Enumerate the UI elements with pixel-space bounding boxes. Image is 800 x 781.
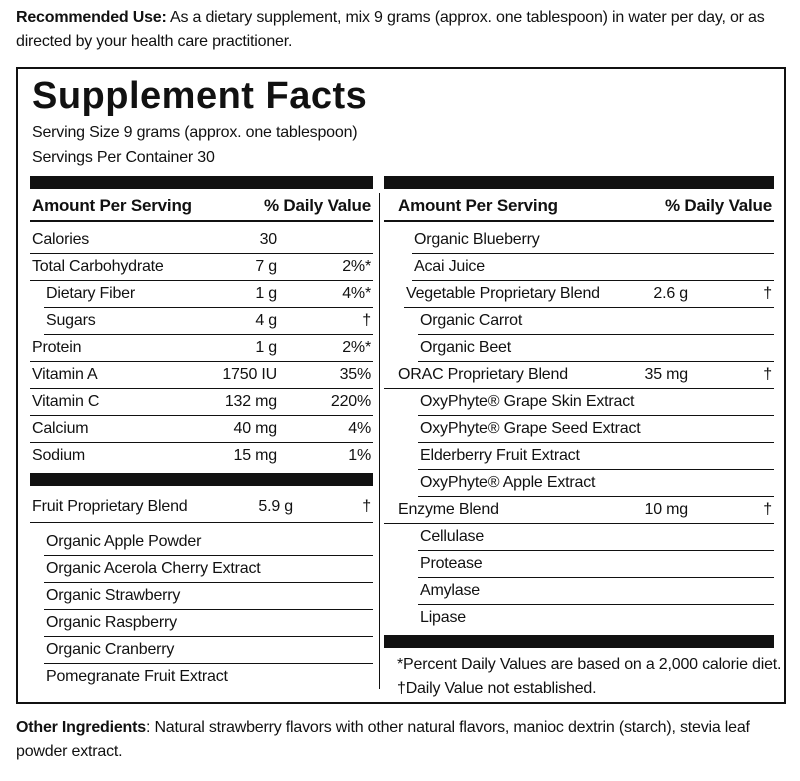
right-header-dv: % Daily Value — [664, 196, 772, 215]
blend-item — [418, 308, 774, 335]
nutrient-name: Sugars — [46, 312, 96, 329]
blend-item-label: OxyPhyte® Apple Extract — [420, 474, 596, 491]
nutrient-name: Dietary Fiber — [46, 285, 135, 302]
blend-dv: † — [763, 501, 772, 518]
nutrient-row — [44, 308, 373, 335]
blend-name: Fruit Proprietary Blend — [32, 498, 188, 515]
other-ingredients — [16, 716, 788, 764]
blend-item-label: Organic Carrot — [420, 312, 523, 329]
blend-item — [418, 470, 774, 497]
blend-item-label: Organic Blueberry — [414, 231, 540, 248]
footnote-daily-values: *Percent Daily Values are based on a 2,000 calorie diet. — [397, 656, 782, 673]
blend-dv: † — [362, 498, 371, 515]
blend-item — [418, 416, 774, 443]
nutrient-amount: 1750 IU — [222, 366, 277, 383]
blend-amount: 2.6 g — [653, 285, 688, 302]
blend-dv: † — [763, 366, 772, 383]
nutrient-amount: 1 g — [255, 285, 277, 302]
blend-amount: 10 mg — [644, 501, 688, 518]
blend-item — [44, 583, 373, 610]
thick-rule-left-mid — [30, 473, 373, 486]
blend-item-label: OxyPhyte® Grape Seed Extract — [420, 420, 641, 437]
nutrient-dv: 4%* — [342, 285, 371, 302]
blend-item — [412, 227, 774, 254]
nutrient-row — [30, 443, 373, 470]
nutrient-amount: 1 g — [255, 339, 277, 356]
blend-item-label: Protease — [420, 555, 483, 572]
thick-rule-right-bottom — [384, 635, 774, 648]
vegetable-blend-row — [404, 281, 774, 308]
blend-item-label: Organic Beet — [420, 339, 511, 356]
orac-blend-row — [384, 362, 774, 389]
nutrient-amount: 7 g — [255, 258, 277, 275]
blend-item-label: Cellulase — [420, 528, 485, 545]
blend-item-label: Organic Raspberry — [46, 614, 177, 631]
blend-item-label: Lipase — [420, 609, 466, 626]
nutrient-amount: 30 — [259, 231, 277, 248]
blend-item — [418, 578, 774, 605]
blend-item — [44, 637, 373, 664]
nutrient-dv: 220% — [330, 393, 371, 410]
blend-item — [418, 335, 774, 362]
right-header-amount: Amount Per Serving — [398, 196, 558, 215]
nutrient-name: Vitamin A — [32, 366, 98, 383]
nutrient-name: Calcium — [32, 420, 89, 437]
blend-name: ORAC Proprietary Blend — [398, 366, 568, 383]
left-header-dv: % Daily Value — [263, 196, 371, 215]
nutrient-row — [30, 254, 373, 281]
blend-item-label: Organic Acerola Cherry Extract — [46, 560, 261, 577]
blend-amount: 35 mg — [644, 366, 688, 383]
recommended-use-label: Recommended Use: — [16, 9, 167, 26]
blend-item — [418, 389, 774, 416]
nutrient-row — [44, 281, 373, 308]
blend-item-label: Amylase — [420, 582, 480, 599]
thick-rule-left — [30, 176, 373, 189]
nutrient-name: Sodium — [32, 447, 86, 464]
nutrient-row — [30, 335, 373, 362]
nutrient-dv: 35% — [339, 366, 371, 383]
blend-item-label: OxyPhyte® Grape Skin Extract — [420, 393, 635, 410]
blend-item — [418, 551, 774, 578]
nutrient-amount: 15 mg — [233, 447, 277, 464]
blend-item-label: Pomegranate Fruit Extract — [46, 668, 228, 685]
blend-item — [44, 664, 373, 691]
nutrient-dv: † — [362, 312, 371, 329]
nutrient-row — [30, 362, 373, 389]
blend-item — [44, 556, 373, 583]
servings-per-container: Servings Per Container 30 — [32, 149, 215, 166]
blend-item-label: Organic Cranberry — [46, 641, 175, 658]
nutrient-dv: 1% — [348, 447, 371, 464]
blend-item — [418, 524, 774, 551]
nutrient-name: Protein — [32, 339, 82, 356]
recommended-use — [16, 6, 788, 54]
nutrient-amount: 40 mg — [233, 420, 277, 437]
blend-item-label: Organic Apple Powder — [46, 533, 202, 550]
blend-item-label: Elderberry Fruit Extract — [420, 447, 580, 464]
blend-item-label: Organic Strawberry — [46, 587, 181, 604]
column-divider — [379, 193, 380, 689]
nutrient-dv: 2%* — [342, 258, 371, 275]
blend-item — [418, 605, 774, 632]
nutrient-amount: 132 mg — [224, 393, 277, 410]
blend-item-label: Acai Juice — [414, 258, 485, 275]
nutrient-row — [30, 416, 373, 443]
recommended-use-text: As a dietary supplement, mix 9 grams (approx. one tablespoon) in water per day, or as directed by your health care practitioner. — [16, 9, 765, 50]
footnote-not-established: †Daily Value not established. — [397, 680, 597, 697]
facts-title: Supplement Facts — [32, 75, 368, 117]
nutrient-dv: 2%* — [342, 339, 371, 356]
left-header-row — [30, 191, 373, 222]
blend-name: Vegetable Proprietary Blend — [406, 285, 600, 302]
blend-amount: 5.9 g — [258, 498, 293, 515]
nutrient-row — [30, 389, 373, 416]
nutrient-name: Vitamin C — [32, 393, 100, 410]
left-header-amount: Amount Per Serving — [32, 196, 192, 215]
other-ingredients-label: Other Ingredients — [16, 719, 146, 736]
supplement-facts-panel — [16, 67, 786, 704]
fruit-blend-row — [30, 492, 373, 523]
nutrient-row — [30, 227, 373, 254]
enzyme-blend-row — [384, 497, 774, 524]
nutrient-amount: 4 g — [255, 312, 277, 329]
nutrient-name: Total Carbohydrate — [32, 258, 164, 275]
blend-name: Enzyme Blend — [398, 501, 499, 518]
serving-size: Serving Size 9 grams (approx. one tablespoon) — [32, 124, 358, 141]
thick-rule-right — [384, 176, 774, 189]
right-header-row — [384, 191, 774, 222]
nutrient-name: Calories — [32, 231, 90, 248]
blend-item — [44, 610, 373, 637]
nutrient-dv: 4% — [348, 420, 371, 437]
blend-item — [412, 254, 774, 281]
blend-dv: † — [763, 285, 772, 302]
blend-item — [44, 529, 373, 556]
blend-item — [418, 443, 774, 470]
other-ingredients-text: : Natural strawberry flavors with other natural flavors, manioc dextrin (starch), stevia leaf powder extract. — [16, 719, 750, 760]
